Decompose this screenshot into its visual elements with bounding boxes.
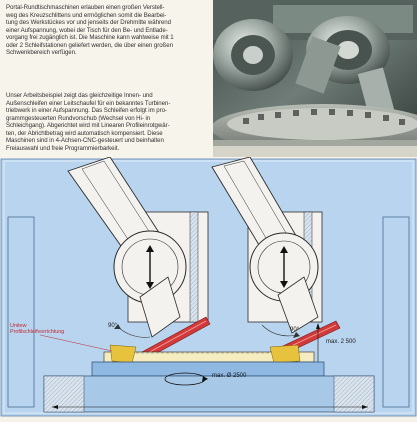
example-paragraph xyxy=(6,92,212,152)
text-line: Unser Arbeitsbeispiel zeigt das gleichzeitige Innen- und xyxy=(6,92,153,99)
text-line: Schwenkbereich verfügen. xyxy=(6,49,77,57)
fixture-label xyxy=(10,323,64,335)
text-line: Portal-Rundtischmaschinen erlauben einen großen Verstell- xyxy=(6,4,165,11)
text-line: Maschinen sind in 4-Achsen-CNC-gesteuert und beinhalten xyxy=(6,137,164,145)
machine-photo xyxy=(213,0,417,157)
text-line: ten, der Abrichtbetrag wird automatisch kompensiert. Diese xyxy=(6,129,163,137)
text-line: grammgesteuerten Rundvorschub (Wechsel von Hi- in xyxy=(6,114,151,122)
text-line: weg des Kreuzschlittens und ermöglichen somit die Bearbei- xyxy=(6,11,167,19)
angle-left-label: 90° xyxy=(108,323,118,329)
rotary-table-base xyxy=(44,376,374,412)
fixture-label-line1: Unitew xyxy=(10,323,27,329)
text-line: Außenschleifen einer Leitschaufel für ein bekanntes Turbinen- xyxy=(6,99,171,107)
fixture-label-line2: Profilschleifvorrichtung xyxy=(10,329,65,335)
machine-diagram xyxy=(0,157,417,417)
intro-paragraph xyxy=(6,4,212,57)
workpiece-right xyxy=(270,345,300,363)
text-line: triebwerk in einer Aufspannung. Das Schleifen erfolgt im pro- xyxy=(6,107,167,115)
vertical-travel-label: max. 2 500 xyxy=(326,339,356,345)
text-line: vorgang frei zugänglich ist. Die Maschine kann wahlweise mit 1 xyxy=(6,34,174,42)
rotary-table-top xyxy=(92,362,324,376)
text-line: oder 2 Schleifstationen geliefert werden, die über einen großen xyxy=(6,41,173,49)
text-line: einer Aufspannung, wobei der Tisch für den Be- und Entlade- xyxy=(6,26,168,34)
angle-right-label: 90° xyxy=(290,327,300,333)
workpiece-left xyxy=(110,345,136,363)
text-line: Freiauswahl und freie Programmierbarkeit. xyxy=(6,144,120,152)
text-line: tung des Werkstückes vor und jenseits der Drehmitte während xyxy=(6,19,171,27)
text-line: Schleichgang). Abgerichtet wird mit Linearen Profileinrotgwär- xyxy=(6,122,170,130)
table-diameter-label: max. Ø 2500 xyxy=(212,373,247,379)
